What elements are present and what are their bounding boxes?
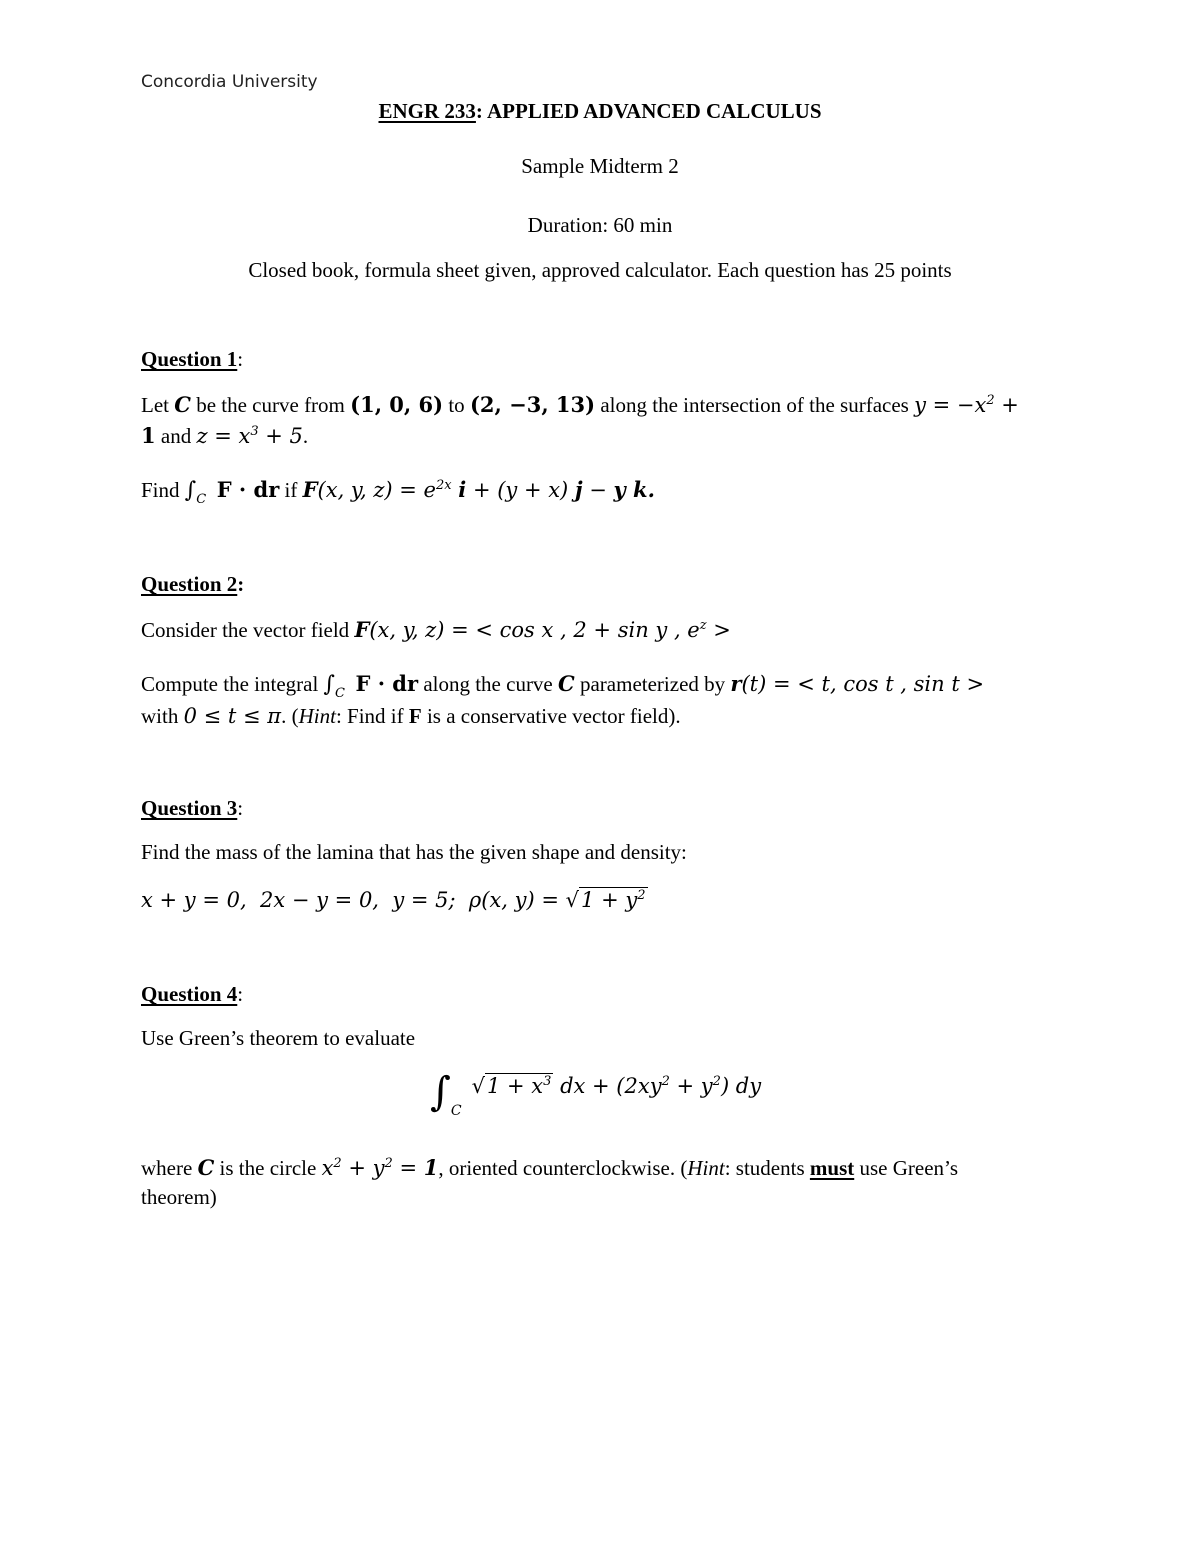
institution-header: Concordia University <box>141 72 318 92</box>
question-2-heading: Question 2: <box>141 572 245 596</box>
greens-integral: ∫C $√1 + x^3$ dx + $(2xy^2 + y^2)$ dy <box>430 1069 762 1119</box>
curve-parameterization: r(t) = < t, cos t , sin t > <box>730 671 985 696</box>
line-integral-symbol: ∫ <box>184 478 197 503</box>
question-2-label: Question 2 <box>141 572 238 596</box>
question-4-heading: Question 4: <box>141 982 244 1006</box>
question-1-find: Find $\int_C$ F · dr if F(x, y, $z) = e^{2x}$ i + (y + x) j − y k. <box>141 477 655 507</box>
question-4-where: where C is the circle $x^2 + y^2 = 1$, oriented counterclockwise. (Hint: students must use Green’s <box>141 1155 959 1180</box>
vector-field-2: F(x, y, z) = < cos x , 2 + sin y , $e^z$ > <box>354 617 731 642</box>
must-emphasis: must <box>809 1156 855 1180</box>
question-2-line-2: Compute the integral $\int_C$ F · dr along the curve C parameterized by r(t) = < t, cos t , sin t > <box>141 671 985 701</box>
curve-symbol: C <box>174 392 191 417</box>
exam-duration: Duration: 60 min <box>527 213 673 237</box>
surface-1-equation: $y = -x^2$ + <box>914 393 1019 417</box>
end-point: (2, −3, 13) <box>469 392 596 417</box>
question-1-label: Question 1 <box>141 347 238 371</box>
course-code: ENGR 233 <box>378 99 476 123</box>
question-4-tail: theorem) <box>141 1185 217 1209</box>
question-2-line-1: Consider the vector field F(x, y, z) = < cos x , 2 + sin y , $e^z$ > <box>141 617 731 642</box>
question-1-heading: Question 1: <box>141 347 244 371</box>
vector-field-1: F(x, y, $z) = e^{2x}$ i + (y + x) j − y k. <box>302 477 655 502</box>
integrand: $√1 + x^3$ dx + $(2xy^2 + y^2)$ dy <box>471 1074 762 1098</box>
parameter-range: 0 ≤ t ≤ π <box>183 704 282 728</box>
exam-name: Sample Midterm 2 <box>521 154 679 178</box>
surface-2-equation: $z = x^3 + 5$ <box>196 424 303 448</box>
question-3-equations: x + y = 0, 2x − y = 0, y = 5; ρ(x, $y) = √1 + y^2$ <box>141 888 646 912</box>
circle-equation: $x^2 + y^2 = 1$ <box>321 1155 439 1180</box>
exam-instructions: Closed book, formula sheet given, approved calculator. Each question has 25 points <box>248 258 952 282</box>
course-name: : APPLIED ADVANCED CALCULUS <box>475 99 822 123</box>
question-3-label: Question 3 <box>141 796 238 820</box>
question-4-label: Question 4 <box>141 982 238 1006</box>
integral-symbol: ∫ <box>430 1069 451 1115</box>
question-1-line-1: Let C be the curve from (1, 0, 6) to (2, −3, 13) along the intersection of the surfaces $y = -x^2$ + <box>141 392 1019 417</box>
question-4-text: Use Green’s theorem to evaluate <box>141 1026 416 1050</box>
question-1-line-2: 1 and $z = x^3 + 5$. <box>141 423 309 448</box>
question-3-heading: Question 3: <box>141 796 244 820</box>
course-title <box>0 99 1200 124</box>
question-3-text: Find the mass of the lamina that has the given shape and density: <box>141 840 687 864</box>
start-point: (1, 0, 6) <box>350 392 444 417</box>
question-2-line-3: with 0 ≤ t ≤ π. (Hint: Find if F is a conservative vector field). <box>141 704 681 728</box>
